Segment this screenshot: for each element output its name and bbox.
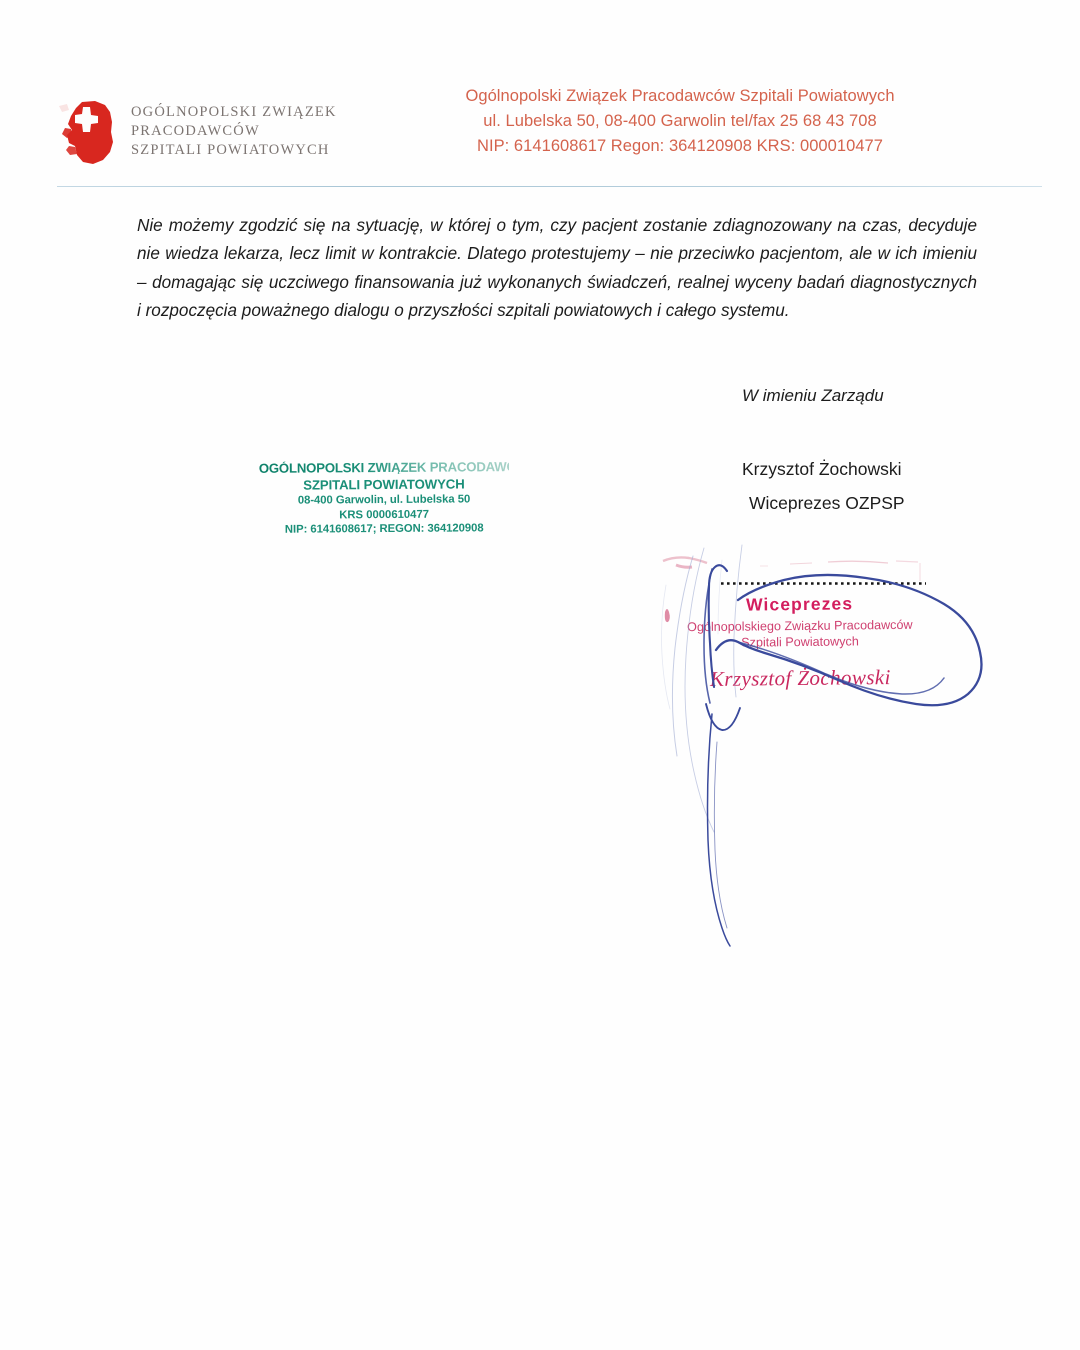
signature-stamp-title: Wiceprezes: [745, 593, 854, 615]
logo-line-2: PRACODAWCÓW: [131, 123, 260, 139]
company-stamp-address: 08-400 Garwolin, ul. Lubelska 50: [297, 493, 471, 508]
signature-stamp-org-line-2: Szpitali Powiatowych: [741, 634, 859, 650]
company-stamp-krs: KRS 0000610477: [339, 508, 430, 522]
company-stamp-line-2: SZPITALI POWIATOWYCH: [303, 476, 465, 493]
header-divider: [57, 186, 1042, 187]
logo-line-3: SZPITALI POWIATOWYCH: [131, 142, 330, 158]
signature-stamp: [655, 594, 946, 690]
logo-wordmark: [131, 96, 337, 160]
organization-logo: [55, 96, 337, 166]
contact-org-name: Ogólnopolski Związek Pracodawców Szpitali Powiatowych: [465, 87, 895, 105]
company-stamp-nip-regon: NIP: 6141608617; REGON: 364120908: [284, 522, 484, 536]
letterhead-contact-info: [400, 84, 960, 159]
signer-name: Krzysztof Żochowski: [742, 459, 902, 479]
contact-registration-ids: NIP: 6141608617 Regon: 364120908 KRS: 000010477: [476, 137, 884, 155]
contact-address: ul. Lubelska 50, 08-400 Garwolin tel/fax 25 68 43 708: [483, 112, 877, 130]
company-stamp-line-1: OGÓLNOPOLSKI ZWIĄZEK PRACODAWCÓW: [258, 458, 539, 476]
letter-body-paragraph: Nie możemy zgodzić się na sytuację, w której o tym, czy pacjent zostanie zdiagnozowany na czas, decyduje nie wiedza lekarza, lecz limit w kontrakcie. Dlatego protestujemy – nie przeciwko pacjentom, ale w ich imieniu – domagając się uczciwego finansowania już wykonanych świadczeń, realnej wyceny badań diagnostycznych i rozpoczęcia poważnego dialogu o przyszłości szpitali powiatowych i całego systemu.: [137, 216, 977, 321]
signature-stamp-name: Krzysztof Żochowski: [709, 664, 891, 691]
logo-line-1: OGÓLNOPOLSKI ZWIĄZEK: [131, 104, 337, 120]
signature-stamp-org-line-1: Ogólnopolskiego Związku Pracodawców: [687, 617, 913, 634]
signer-role: Wiceprezes OZPSP: [749, 493, 905, 513]
on-behalf-of-label: W imieniu Zarządu: [742, 386, 884, 405]
poland-map-cross-logo-icon: [55, 98, 121, 168]
letterhead: [0, 0, 1080, 180]
company-stamp: [258, 458, 539, 536]
